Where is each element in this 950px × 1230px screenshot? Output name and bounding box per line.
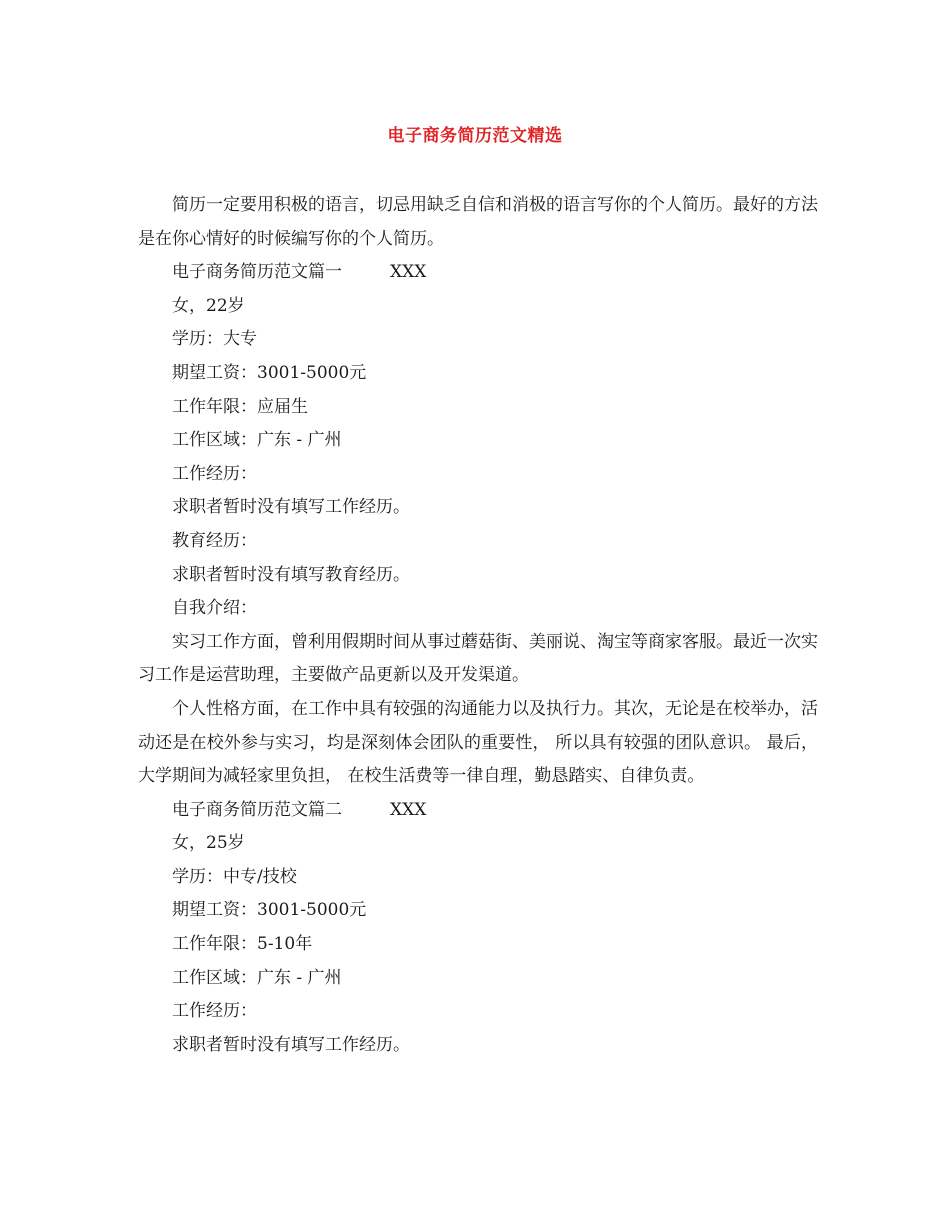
resume1-heading: 电子商务简历范文篇一: [172, 262, 342, 283]
resume2-gender-age: 女，25岁: [172, 833, 245, 854]
resume1-work-label: 工作经历：: [172, 463, 257, 484]
resume1-heading-line: [138, 256, 818, 290]
resume1-self-paragraph-1: 实习工作方面，曾利用假期时间从事过蘑菇街、美丽说、淘宝等商家客服。最近一次实习工作是运营助理，主要做产品更新以及开发渠道。: [138, 631, 818, 686]
resume2-heading: 电子商务简历范文篇二: [172, 799, 342, 820]
intro-paragraph: 简历一定要用积极的语言，切忌用缺乏自信和消极的语言写你的个人简历。最好的方法是在你心情好的时候编写你的个人简历。: [138, 195, 818, 249]
resume1-region: 工作区域：广东 - 广州: [172, 430, 342, 451]
resume2-years: 工作年限：5-10年: [172, 934, 313, 955]
resume1-edu-label: 教育经历：: [172, 530, 257, 551]
resume1-salary: 期望工资：3001-5000元: [172, 362, 367, 383]
resume2-education: 学历：中专/技校: [172, 866, 297, 887]
resume1-self-paragraph-2: 个人性格方面，在工作中具有较强的沟通能力以及执行力。其次，无论是在校举办，活动还是在校外参与实习，均是深刻体会团队的重要性， 所以具有较强的团队意识。 最后，大学期间为减轻家里负担， 在校生活费等一律自理，勤恳踏实、自律负责。: [138, 698, 818, 787]
resume2-work-text: 求职者暂时没有填写工作经历。: [172, 1034, 410, 1055]
document-body: [138, 189, 818, 1062]
resume1-self-label: 自我介绍：: [172, 598, 257, 619]
resume1-work-text: 求职者暂时没有填写工作经历。: [172, 497, 410, 518]
resume1-years: 工作年限：应届生: [172, 396, 308, 417]
resume2-region: 工作区域：广东 - 广州: [172, 967, 342, 988]
resume1-name: XXX: [390, 262, 427, 283]
resume1-education: 学历：大专: [172, 329, 257, 350]
resume2-name: XXX: [390, 799, 427, 820]
resume1-edu-text: 求职者暂时没有填写教育经历。: [172, 564, 410, 585]
resume1-gender-age: 女，22岁: [172, 295, 245, 316]
resume2-salary: 期望工资：3001-5000元: [172, 900, 367, 921]
document-title: 电子商务简历范文精选: [387, 126, 563, 146]
resume2-work-label: 工作经历：: [172, 1001, 257, 1022]
resume2-heading-line: [138, 794, 818, 828]
